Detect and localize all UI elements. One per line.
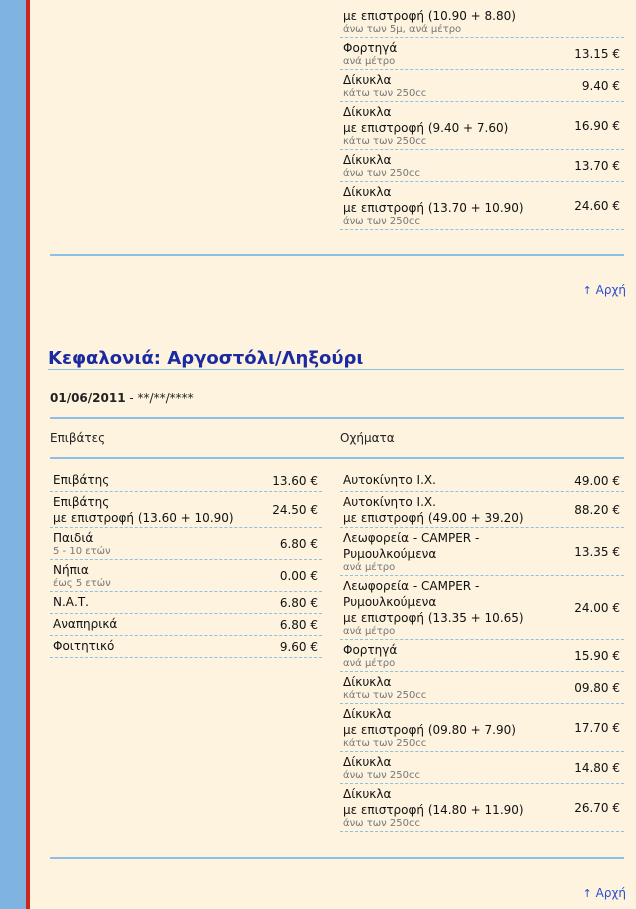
fare-note: άνω των 250cc bbox=[343, 168, 420, 179]
fare-label: Επιβάτης bbox=[53, 473, 110, 487]
fare-label: με επιστροφή (49.00 + 39.20) bbox=[343, 511, 524, 525]
fare-note: κάτω των 250cc bbox=[343, 136, 427, 147]
fare-price: 13.35 € bbox=[574, 544, 620, 559]
fare-price: 6.80 € bbox=[279, 617, 318, 632]
fare-label: Ρυμουλκούμενα bbox=[343, 547, 437, 561]
fare-price: 13.15 € bbox=[574, 46, 620, 61]
fare-row bbox=[340, 528, 624, 576]
fare-label: με επιστροφή (09.80 + 7.90) bbox=[343, 723, 516, 737]
fare-row bbox=[50, 614, 322, 636]
fare-label: με επιστροφή (13.70 + 10.90) bbox=[343, 201, 524, 215]
vehicles-header: Οχήματα bbox=[340, 431, 395, 445]
fare-label: Δίκυκλα bbox=[343, 105, 392, 119]
fare-price: 49.00 € bbox=[574, 473, 620, 488]
fare-note: άνω των 250cc bbox=[343, 818, 420, 829]
fare-price: 13.70 € bbox=[574, 158, 620, 173]
fare-note: κάτω των 250cc bbox=[343, 88, 427, 99]
back-to-top-link-2[interactable]: ↑ Αρχή bbox=[582, 886, 626, 900]
fare-row bbox=[50, 470, 322, 492]
fare-price: 24.50 € bbox=[272, 502, 318, 517]
fare-label: Αυτοκίνητο Ι.Χ. bbox=[343, 495, 436, 509]
fare-row bbox=[340, 752, 624, 784]
fare-note: κάτω των 250cc bbox=[343, 690, 427, 701]
section-divider-1 bbox=[50, 254, 624, 256]
fare-row bbox=[340, 784, 624, 832]
up-arrow-icon: ↑ bbox=[582, 284, 592, 297]
fare-row bbox=[340, 492, 624, 528]
prev-vehicles-list bbox=[340, 6, 624, 230]
date-from: 01/06/2011 bbox=[50, 391, 126, 405]
fare-label: με επιστροφή (13.35 + 10.65) bbox=[343, 611, 524, 625]
section-divider-2 bbox=[50, 857, 624, 859]
fare-row bbox=[340, 38, 624, 70]
vehicles-list bbox=[340, 470, 624, 832]
fare-price: 9.40 € bbox=[581, 78, 620, 93]
fare-price: 6.80 € bbox=[279, 595, 318, 610]
fare-price: 13.60 € bbox=[272, 473, 318, 488]
fare-price: 9.60 € bbox=[279, 639, 318, 654]
fare-note: ανά μέτρο bbox=[343, 658, 396, 669]
header-divider bbox=[50, 457, 624, 459]
fare-row bbox=[50, 528, 322, 560]
fare-row bbox=[340, 102, 624, 150]
fare-label: Δίκυκλα bbox=[343, 185, 392, 199]
left-red-border bbox=[26, 0, 30, 909]
fare-row bbox=[340, 6, 624, 38]
fare-label: με επιστροφή (9.40 + 7.60) bbox=[343, 121, 509, 135]
fare-label: Αναπηρικά bbox=[53, 617, 118, 631]
fare-label: Φορτηγά bbox=[343, 41, 398, 55]
back-to-top-link-1[interactable]: ↑ Αρχή bbox=[582, 283, 626, 297]
fare-price: 09.80 € bbox=[574, 680, 620, 695]
title-rule bbox=[48, 369, 624, 370]
fare-label: Δίκυκλα bbox=[343, 755, 392, 769]
fare-label: με επιστροφή (14.80 + 11.90) bbox=[343, 803, 524, 817]
fare-row bbox=[50, 492, 322, 528]
fare-price: 14.80 € bbox=[574, 760, 620, 775]
date-to: **/**/**** bbox=[137, 391, 194, 405]
fare-price: 26.70 € bbox=[574, 800, 620, 815]
passengers-list bbox=[50, 470, 322, 658]
section-title: Κεφαλονιά: Αργοστόλι/Ληξούρι bbox=[48, 348, 364, 369]
fare-price: 88.20 € bbox=[574, 502, 620, 517]
fare-label: Ρυμουλκούμενα bbox=[343, 595, 437, 609]
fare-row bbox=[340, 470, 624, 492]
fare-label: Λεωφορεία - CAMPER - bbox=[343, 531, 480, 545]
fare-note: έως 5 ετών bbox=[53, 578, 111, 589]
fare-label: Παιδιά bbox=[53, 531, 94, 545]
fare-label: Δίκυκλα bbox=[343, 73, 392, 87]
fare-label: Φοιτητικό bbox=[53, 639, 115, 653]
fare-label: Νήπια bbox=[53, 563, 89, 577]
fare-row bbox=[340, 182, 624, 230]
fare-note: ανά μέτρο bbox=[343, 562, 396, 573]
fare-price: 6.80 € bbox=[279, 536, 318, 551]
fare-note: άνω των 5μ, ανά μέτρο bbox=[343, 24, 462, 35]
fare-label: Φορτηγά bbox=[343, 643, 398, 657]
fare-price: 0.00 € bbox=[279, 568, 318, 583]
fare-note: κάτω των 250cc bbox=[343, 738, 427, 749]
left-sidebar-strip bbox=[0, 0, 26, 909]
fare-price: 24.00 € bbox=[574, 600, 620, 615]
fare-price: 24.60 € bbox=[574, 198, 620, 213]
up-arrow-icon: ↑ bbox=[582, 887, 592, 900]
fare-note: άνω των 250cc bbox=[343, 770, 420, 781]
fare-label: Δίκυκλα bbox=[343, 675, 392, 689]
fare-row bbox=[340, 704, 624, 752]
fare-row bbox=[340, 640, 624, 672]
date-divider bbox=[50, 417, 624, 419]
passengers-header: Επιβάτες bbox=[50, 431, 106, 445]
fare-price: 16.90 € bbox=[574, 118, 620, 133]
fare-price: 15.90 € bbox=[574, 648, 620, 663]
fare-row bbox=[50, 592, 322, 614]
fare-row bbox=[340, 70, 624, 102]
fare-row bbox=[50, 560, 322, 592]
fare-note: άνω των 250cc bbox=[343, 216, 420, 227]
fare-label: Επιβάτης bbox=[53, 495, 110, 509]
fare-note: 5 - 10 ετών bbox=[53, 546, 111, 557]
fare-label: Αυτοκίνητο Ι.Χ. bbox=[343, 473, 436, 487]
fare-note: ανά μέτρο bbox=[343, 56, 396, 67]
fare-row bbox=[340, 150, 624, 182]
fare-label: Δίκυκλα bbox=[343, 787, 392, 801]
fare-note: ανά μέτρο bbox=[343, 626, 396, 637]
fare-row bbox=[340, 576, 624, 640]
fare-label: Δίκυκλα bbox=[343, 707, 392, 721]
fare-label: με επιστροφή (10.90 + 8.80) bbox=[343, 9, 516, 23]
fare-label: Δίκυκλα bbox=[343, 153, 392, 167]
fare-label: Ν.Α.Τ. bbox=[53, 595, 89, 609]
fare-price: 17.70 € bbox=[574, 720, 620, 735]
date-range: 01/06/2011 - **/**/**** bbox=[50, 391, 194, 405]
fare-label: με επιστροφή (13.60 + 10.90) bbox=[53, 511, 234, 525]
fare-row bbox=[340, 672, 624, 704]
fare-label: Λεωφορεία - CAMPER - bbox=[343, 579, 480, 593]
fare-row bbox=[50, 636, 322, 658]
